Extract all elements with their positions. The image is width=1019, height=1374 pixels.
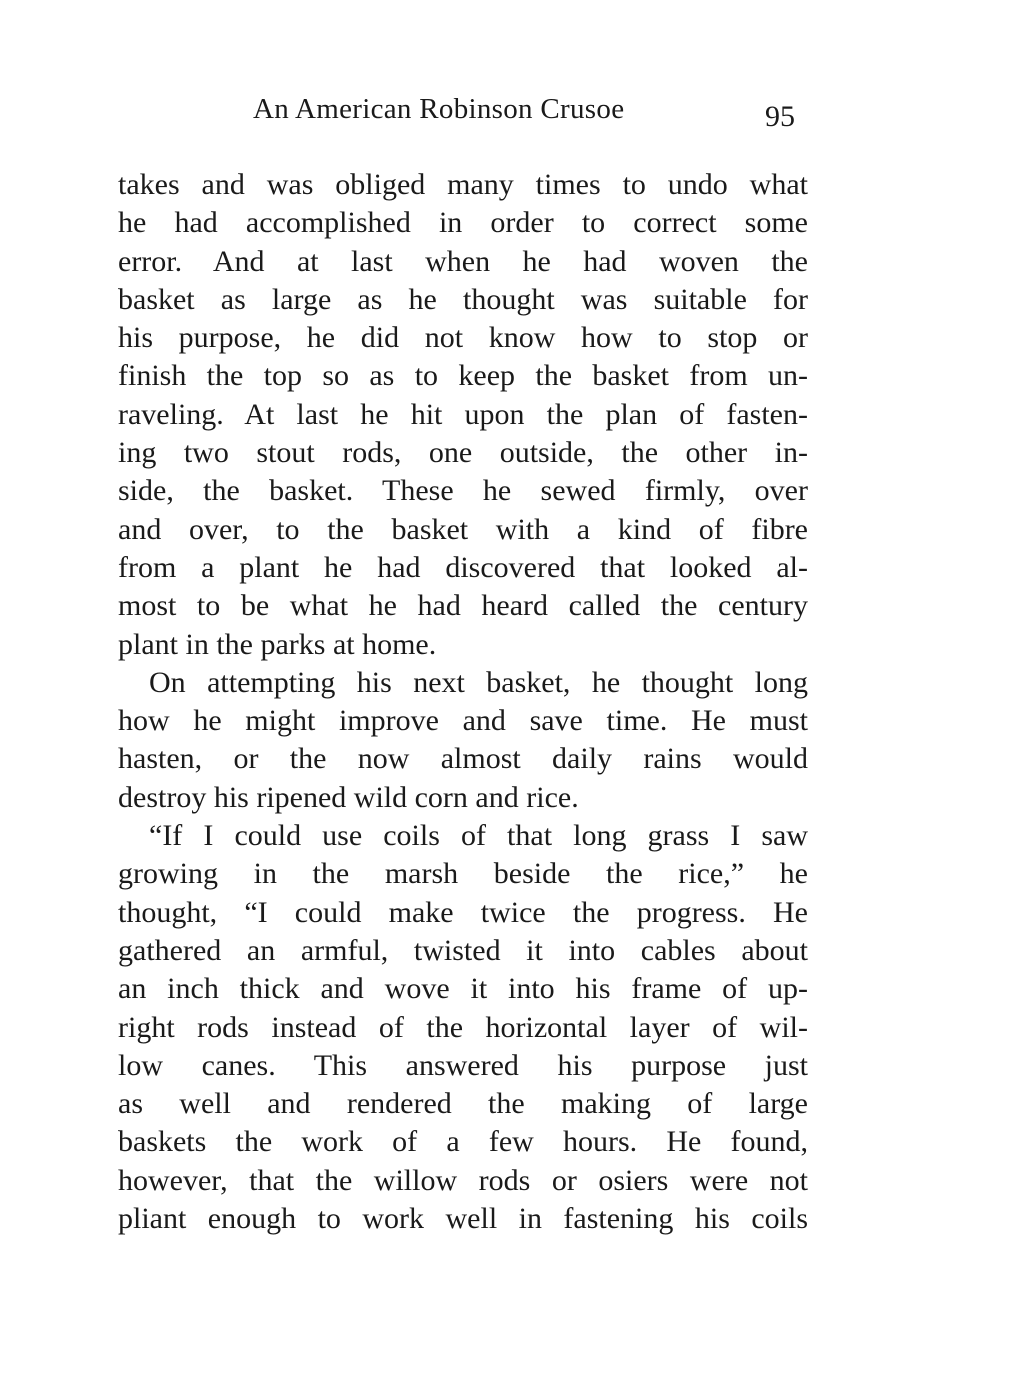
- text-line: pliant enough to work well in fastening his coils: [118, 1202, 808, 1236]
- paragraph-start-line: “If I could use coils of that long grass I saw: [149, 819, 808, 853]
- text-line: and over, to the basket with a kind of fibre: [118, 512, 808, 546]
- text-line: his purpose, he did not know how to stop or: [118, 321, 808, 355]
- text-line: ing two stout rods, one outside, the other in-: [118, 436, 808, 470]
- text-line: right rods instead of the horizontal layer of wil-: [118, 1010, 808, 1044]
- text-line: most to be what he had heard called the century: [118, 589, 808, 623]
- text-line: finish the top so as to keep the basket from un-: [118, 359, 808, 393]
- text-line: an inch thick and wove it into his frame of up-: [118, 972, 808, 1006]
- text-line: side, the basket. These he sewed firmly, over: [118, 474, 808, 508]
- text-line: as well and rendered the making of large: [118, 1087, 808, 1121]
- text-line: baskets the work of a few hours. He found,: [118, 1125, 808, 1159]
- text-line: error. And at last when he had woven the: [118, 244, 808, 278]
- paragraph-start-line: On attempting his next basket, he thought long: [149, 665, 808, 699]
- text-line: how he might improve and save time. He must: [118, 704, 808, 738]
- text-line: thought, “I could make twice the progress. He: [118, 895, 808, 929]
- text-line: low canes. This answered his purpose just: [118, 1048, 808, 1082]
- text-line: hasten, or the now almost daily rains would: [118, 742, 808, 776]
- text-line: takes and was obliged many times to undo what: [118, 168, 808, 201]
- text-line: raveling. At last he hit upon the plan of fasten-: [118, 397, 808, 431]
- text-line: however, that the willow rods or osiers were not: [118, 1163, 808, 1197]
- text-line: gathered an armful, twisted it into cables about: [118, 933, 808, 967]
- running-head-title: An American Robinson Crusoe: [253, 93, 625, 125]
- text-line: he had accomplished in order to correct some: [118, 206, 808, 240]
- paragraph-end-line: destroy his ripened wild corn and rice.: [118, 780, 579, 814]
- paragraph-end-line: plant in the parks at home.: [118, 627, 437, 661]
- text-line: basket as large as he thought was suitable for: [118, 282, 808, 316]
- page-number: 95: [765, 100, 795, 133]
- text-line: from a plant he had discovered that looked al-: [118, 550, 808, 584]
- text-line: growing in the marsh beside the rice,” he: [118, 857, 808, 891]
- body-text: [118, 166, 808, 1238]
